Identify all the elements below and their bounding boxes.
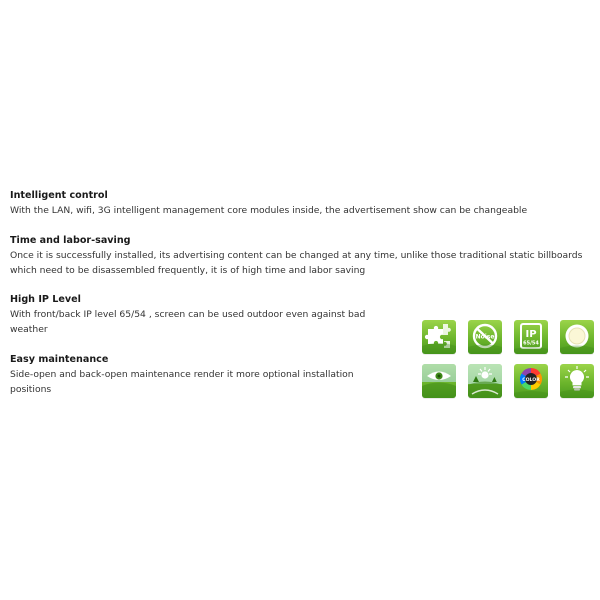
feature-description: With the LAN, wifi, 3G intelligent management core modules inside, the advertisement show can be changeable [10,205,528,216]
noise-label: Noise [475,333,495,341]
feature-icon-grid [420,320,590,398]
eye-landscape-icon [422,364,456,398]
sun-landscape-icon [468,364,502,398]
feature-title: Time and labor-saving [10,235,131,246]
color-label: COLOR [522,378,540,383]
no-noise-icon [468,320,502,354]
puzzle-icon [422,320,456,354]
ip-rating-icon [514,320,548,354]
feature-title: Intelligent control [10,190,108,201]
feature-description: With front/back IP level 65/54 , screen can be used outdoor even against bad weather [10,309,366,335]
ip-sublabel: 65/54 [523,340,539,347]
lightbulb-icon [560,364,594,398]
feature-description: Side-open and back-open maintenance render it more optional installation positions [10,369,354,395]
feature-intelligent-control [10,189,590,218]
ip-label: IP [525,329,537,340]
feature-title: High IP Level [10,294,81,305]
color-wheel-icon [514,364,548,398]
light-ring-icon [560,320,594,354]
feature-time-labor-saving [10,234,590,278]
feature-easy-maintenance [10,353,390,397]
feature-title: Easy maintenance [10,354,109,365]
feature-high-ip-level [10,293,380,337]
feature-description: Once it is successfully installed, its advertising content can be changed at any time, unlike those traditional static billboards which need to be disassembled frequently, it is of high time and labor saving [10,250,583,276]
